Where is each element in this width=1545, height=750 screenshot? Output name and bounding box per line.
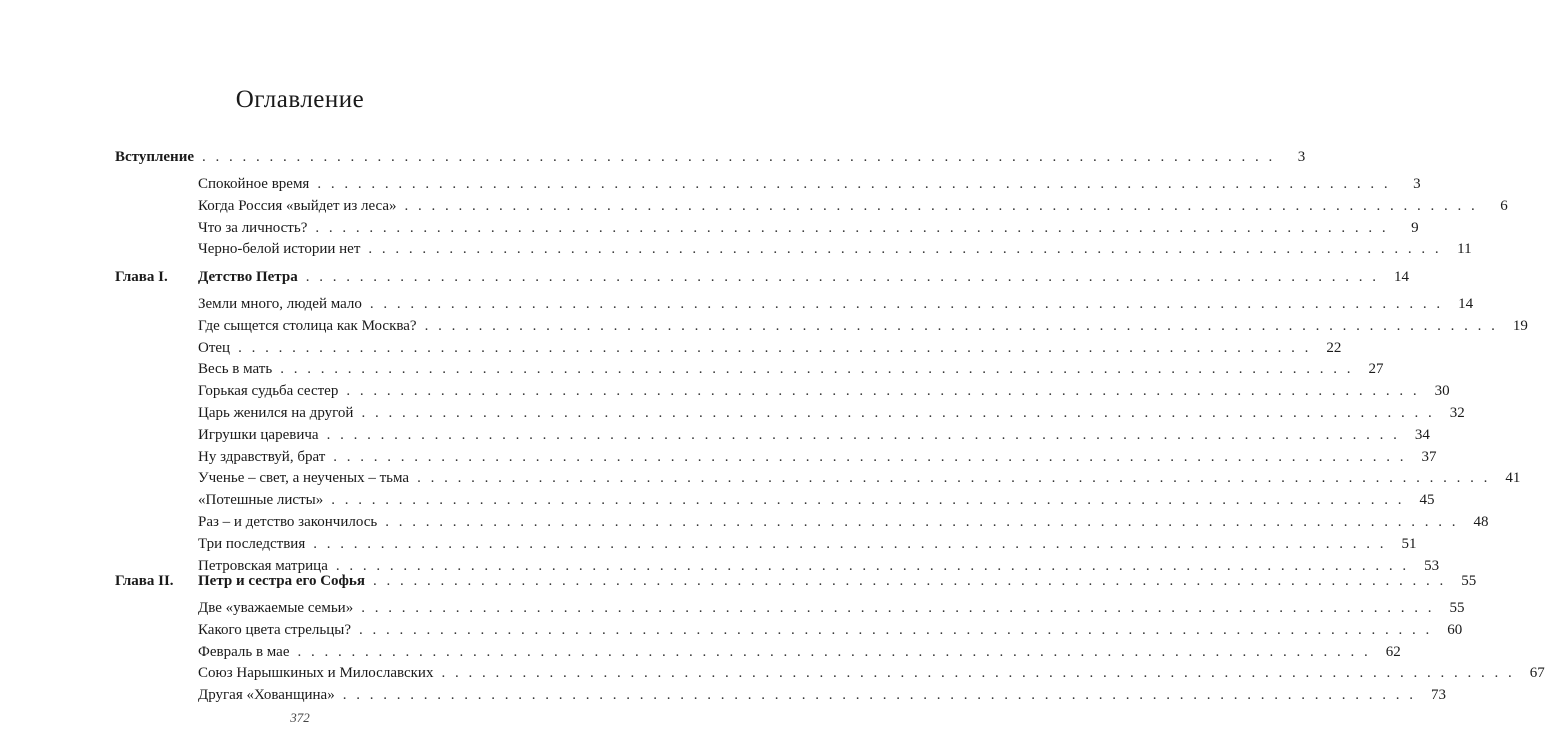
dot-leader: . . . . . . . . . . . . . . . . . . . . . . . . . . . . . . . . . . . . . . . . . . . . . . . . . . . . . . . . . . . . . . . . . . . . . . . . . . . . . . . .	[297, 644, 1371, 660]
toc-entry[interactable]	[198, 380, 1450, 402]
toc-page-number: 67	[1529, 665, 1545, 681]
toc-entry-row	[0, 533, 1417, 555]
dot-leader: . . . . . . . . . . . . . . . . . . . . . . . . . . . . . . . . . . . . . . . . . . . . . . . . . . . . . . . . . . . . . . . . . . . . . . . . . . . . . . . .	[333, 449, 1407, 465]
toc-entry[interactable]	[198, 511, 1489, 533]
toc-chapter-entry[interactable]	[198, 266, 1409, 288]
toc-entry[interactable]	[198, 293, 1474, 315]
toc-page-number: 3	[1413, 176, 1421, 192]
toc-page-number: 60	[1447, 622, 1463, 638]
toc-entry-title: Горькая судьба сестер	[198, 383, 339, 399]
toc-page-number: 53	[1424, 558, 1440, 574]
toc-entry[interactable]	[198, 597, 1465, 619]
dot-leader: . . . . . . . . . . . . . . . . . . . . . . . . . . . . . . . . . . . . . . . . . . . . . . . . . . . . . . . . . . . . . . . . . . . . . . . . . . . . . . . .	[372, 573, 1447, 589]
toc-entry[interactable]	[198, 467, 1521, 489]
toc-chapter-row	[0, 146, 1306, 168]
toc-entry-title: Раз – и детство закончилось	[198, 514, 378, 530]
toc-entry[interactable]	[198, 533, 1417, 555]
toc-entry-row	[0, 489, 1435, 511]
toc-chapter-title: Петр и сестра его Софья	[198, 573, 365, 589]
toc-entry-row	[0, 195, 1508, 217]
toc-entry[interactable]	[198, 358, 1384, 380]
page-title: Оглавление	[235, 86, 365, 113]
toc-entry-row	[0, 641, 1401, 663]
toc-entry-title: Земли много, людей мало	[198, 296, 362, 312]
toc-page-number: 37	[1421, 449, 1437, 465]
toc-entry-title: Союз Нарышкиных и Милославских	[198, 665, 434, 681]
toc-page-number: 22	[1326, 340, 1342, 356]
toc-page-number: 27	[1368, 361, 1384, 377]
toc-page-number: 11	[1457, 241, 1472, 257]
toc-entry-row	[0, 597, 1465, 619]
toc-entry-row	[0, 511, 1489, 533]
toc-entry-row	[0, 619, 1463, 641]
dot-leader: . . . . . . . . . . . . . . . . . . . . . . . . . . . . . . . . . . . . . . . . . . . . . . . . . . . . . . . . . . . . . . . . . . . . . . . . . . . . . . . .	[417, 470, 1491, 486]
toc-entry-row	[0, 358, 1384, 380]
toc-entry-row	[0, 467, 1521, 489]
toc-page-number: 32	[1449, 405, 1465, 421]
toc-entry[interactable]	[198, 217, 1419, 239]
toc-page-number: 14	[1458, 296, 1474, 312]
toc-entry-title: Где сыщется столица как Москва?	[198, 318, 417, 334]
toc-entry-row	[0, 662, 1545, 684]
toc-entry-row	[0, 402, 1465, 424]
toc-entry-row	[0, 217, 1419, 239]
toc-chapter-label: Глава II.	[115, 573, 174, 589]
dot-leader: . . . . . . . . . . . . . . . . . . . . . . . . . . . . . . . . . . . . . . . . . . . . . . . . . . . . . . . . . . . . . . . . . . . . . . . . . . . . . . . .	[385, 514, 1459, 530]
toc-page-number: 55	[1461, 573, 1477, 589]
toc-page-number: 62	[1385, 644, 1401, 660]
toc-entry-row	[0, 315, 1528, 337]
toc-entry-title: Отец	[198, 340, 231, 356]
dot-leader: . . . . . . . . . . . . . . . . . . . . . . . . . . . . . . . . . . . . . . . . . . . . . . . . . . . . . . . . . . . . . . . . . . . . . . . . . . . . . . . .	[313, 536, 1387, 552]
toc-page-number: 55	[1449, 600, 1465, 616]
dot-leader: . . . . . . . . . . . . . . . . . . . . . . . . . . . . . . . . . . . . . . . . . . . . . . . . . . . . . . . . . . . . . . . . . . . . . . . . . . . . . . . .	[361, 405, 1435, 421]
toc-chapter-title: Детство Петра	[198, 269, 298, 285]
dot-leader: . . . . . . . . . . . . . . . . . . . . . . . . . . . . . . . . . . . . . . . . . . . . . . . . . . . . . . . . . . . . . . . . . . . . . . . . . . . . . . . .	[342, 687, 1416, 703]
dot-leader: . . . . . . . . . . . . . . . . . . . . . . . . . . . . . . . . . . . . . . . . . . . . . . . . . . . . . . . . . . . . . . . . . . . . . . . . . . . . . . . .	[280, 361, 1354, 377]
dot-leader: . . . . . . . . . . . . . . . . . . . . . . . . . . . . . . . . . . . . . . . . . . . . . . . . . . . . . . . . . . . . . . . . . . . . . . . . . . . . . . . .	[346, 383, 1420, 399]
toc-page-number: 3	[1297, 149, 1306, 165]
toc-entry-title: Петровская матрица	[198, 558, 328, 574]
toc-entry-row	[0, 424, 1430, 446]
toc-entry-title: Что за личность?	[198, 220, 308, 236]
toc-entry-title: Спокойное время	[198, 176, 310, 192]
dot-leader: . . . . . . . . . . . . . . . . . . . . . . . . . . . . . . . . . . . . . . . . . . . . . . . . . . . . . . . . . . . . . . . . . . . . . . . . . . . . . . . .	[331, 492, 1405, 508]
toc-page-number: 30	[1434, 383, 1450, 399]
toc-entry-row	[0, 173, 1421, 195]
toc-entry-row	[0, 684, 1446, 706]
toc-page-number: 41	[1505, 470, 1521, 486]
toc-entry-title: Февраль в мае	[198, 644, 290, 660]
toc-entry-row	[0, 238, 1472, 260]
toc-entry[interactable]	[198, 619, 1463, 641]
dot-leader: . . . . . . . . . . . . . . . . . . . . . . . . . . . . . . . . . . . . . . . . . . . . . . . . . . . . . . . . . . . . . . . . . . . . . . . . . . . . . . . .	[404, 198, 1478, 214]
dot-leader: . . . . . . . . . . . . . . . . . . . . . . . . . . . . . . . . . . . . . . . . . . . . . . . . . . . . . . . . . . . . . . . . . . . . . . . . . . . . . . . .	[335, 558, 1410, 574]
toc-page-number: 51	[1401, 536, 1417, 552]
toc-entry-title: Когда Россия «выйдет из леса»	[198, 198, 397, 214]
toc-entry-title: Другая «Хованщина»	[198, 687, 335, 703]
toc-chapter-row	[0, 570, 1477, 592]
toc-entry-row	[0, 446, 1437, 468]
toc-entry-row	[0, 380, 1450, 402]
toc-entry[interactable]	[198, 315, 1528, 337]
toc-page-number: 9	[1411, 220, 1419, 236]
toc-page-number: 34	[1414, 427, 1430, 443]
toc-entry-title: Ученье – свет, а неученых – тьма	[198, 470, 410, 486]
toc-entry-title: Царь женился на другой	[198, 405, 354, 421]
toc-entry[interactable]	[198, 424, 1430, 446]
toc-entry[interactable]	[198, 446, 1437, 468]
toc-entry[interactable]	[198, 337, 1342, 359]
toc-entry-row	[0, 337, 1342, 359]
toc-entry-title: Какого цвета стрельцы?	[198, 622, 351, 638]
toc-page-number: 48	[1473, 514, 1489, 530]
dot-leader: . . . . . . . . . . . . . . . . . . . . . . . . . . . . . . . . . . . . . . . . . . . . . . . . . . . . . . . . . . . . . . . . . . . . . . . . . . . . . . . .	[359, 622, 1433, 638]
toc-page-number: 6	[1500, 198, 1508, 214]
toc-entry-title: Черно-белой истории нет	[198, 241, 361, 257]
dot-leader: . . . . . . . . . . . . . . . . . . . . . . . . . . . . . . . . . . . . . . . . . . . . . . . . . . . . . . . . . . . . . . . . . . . . . . . . . . . . . . . .	[368, 241, 1442, 257]
toc-entry[interactable]	[198, 402, 1465, 424]
toc-entry-row	[0, 293, 1474, 315]
toc-entry[interactable]	[198, 238, 1472, 260]
dot-leader: . . . . . . . . . . . . . . . . . . . . . . . . . . . . . . . . . . . . . . . . . . . . . . . . . . . . . . . . . . . . . . . . . . . . . . . . . . . . . . . .	[369, 296, 1444, 312]
dot-leader: . . . . . . . . . . . . . . . . . . . . . . . . . . . . . . . . . . . . . . . . . . . . . . . . . . . . . . . . . . . . . . . . . . . . . . . . . . . . . . . .	[202, 149, 1276, 165]
toc-entry[interactable]	[198, 684, 1446, 706]
dot-leader: . . . . . . . . . . . . . . . . . . . . . . . . . . . . . . . . . . . . . . . . . . . . . . . . . . . . . . . . . . . . . . . . . . . . . . . . . . . . . . . .	[326, 427, 1400, 443]
toc-entry[interactable]	[198, 641, 1401, 663]
dot-leader: . . . . . . . . . . . . . . . . . . . . . . . . . . . . . . . . . . . . . . . . . . . . . . . . . . . . . . . . . . . . . . . . . . . . . . . . . . . . . . . .	[238, 340, 1312, 356]
page-number: 372	[290, 710, 310, 725]
toc-entry-title: Три последствия	[198, 536, 306, 552]
toc-chapter-label: Глава I.	[115, 269, 168, 285]
toc-entry[interactable]	[198, 173, 1421, 195]
toc-entry[interactable]	[198, 195, 1508, 217]
toc-entry[interactable]	[198, 662, 1545, 684]
dot-leader: . . . . . . . . . . . . . . . . . . . . . . . . . . . . . . . . . . . . . . . . . . . . . . . . . . . . . . . . . . . . . . . . . . . . . . . . . . . . . . . .	[361, 600, 1435, 616]
toc-chapter-row	[0, 266, 1409, 288]
toc-chapter-title: Вступление	[115, 149, 194, 165]
toc-page-number: 45	[1419, 492, 1435, 508]
toc-page-number: 73	[1430, 687, 1446, 703]
dot-leader: . . . . . . . . . . . . . . . . . . . . . . . . . . . . . . . . . . . . . . . . . . . . . . . . . . . . . . . . . . . . . . . . . . . . . . . . . . . . . . . .	[424, 318, 1498, 334]
toc-entry-title: Игрушки царевича	[198, 427, 319, 443]
toc-entry-title: Ну здравствуй, брат	[198, 449, 326, 465]
toc-entry-title: «Потешные листы»	[198, 492, 324, 508]
toc-entry-title: Две «уважаемые семьи»	[198, 600, 354, 616]
toc-entry-title: Весь в мать	[198, 361, 273, 377]
toc-chapter-entry[interactable]	[198, 570, 1477, 592]
dot-leader: . . . . . . . . . . . . . . . . . . . . . . . . . . . . . . . . . . . . . . . . . . . . . . . . . . . . . . . . . . . . . . . . . . . . . . . . . . . . . . . .	[317, 176, 1391, 192]
dot-leader: . . . . . . . . . . . . . . . . . . . . . . . . . . . . . . . . . . . . . . . . . . . . . . . . . . . . . . . . . . . . . . . . . . . . . . . . . . . . . . . .	[441, 665, 1515, 681]
toc-chapter-entry[interactable]	[115, 146, 1306, 168]
dot-leader: . . . . . . . . . . . . . . . . . . . . . . . . . . . . . . . . . . . . . . . . . . . . . . . . . . . . . . . . . . . . . . . . . . . . . . . . . . . . . . . .	[315, 220, 1389, 236]
toc-entry[interactable]	[198, 489, 1435, 511]
toc-page-number: 19	[1512, 318, 1528, 334]
toc-page-number: 14	[1393, 269, 1409, 285]
dot-leader: . . . . . . . . . . . . . . . . . . . . . . . . . . . . . . . . . . . . . . . . . . . . . . . . . . . . . . . . . . . . . . . . . . . . . . . . . . . . . . . .	[305, 269, 1379, 285]
